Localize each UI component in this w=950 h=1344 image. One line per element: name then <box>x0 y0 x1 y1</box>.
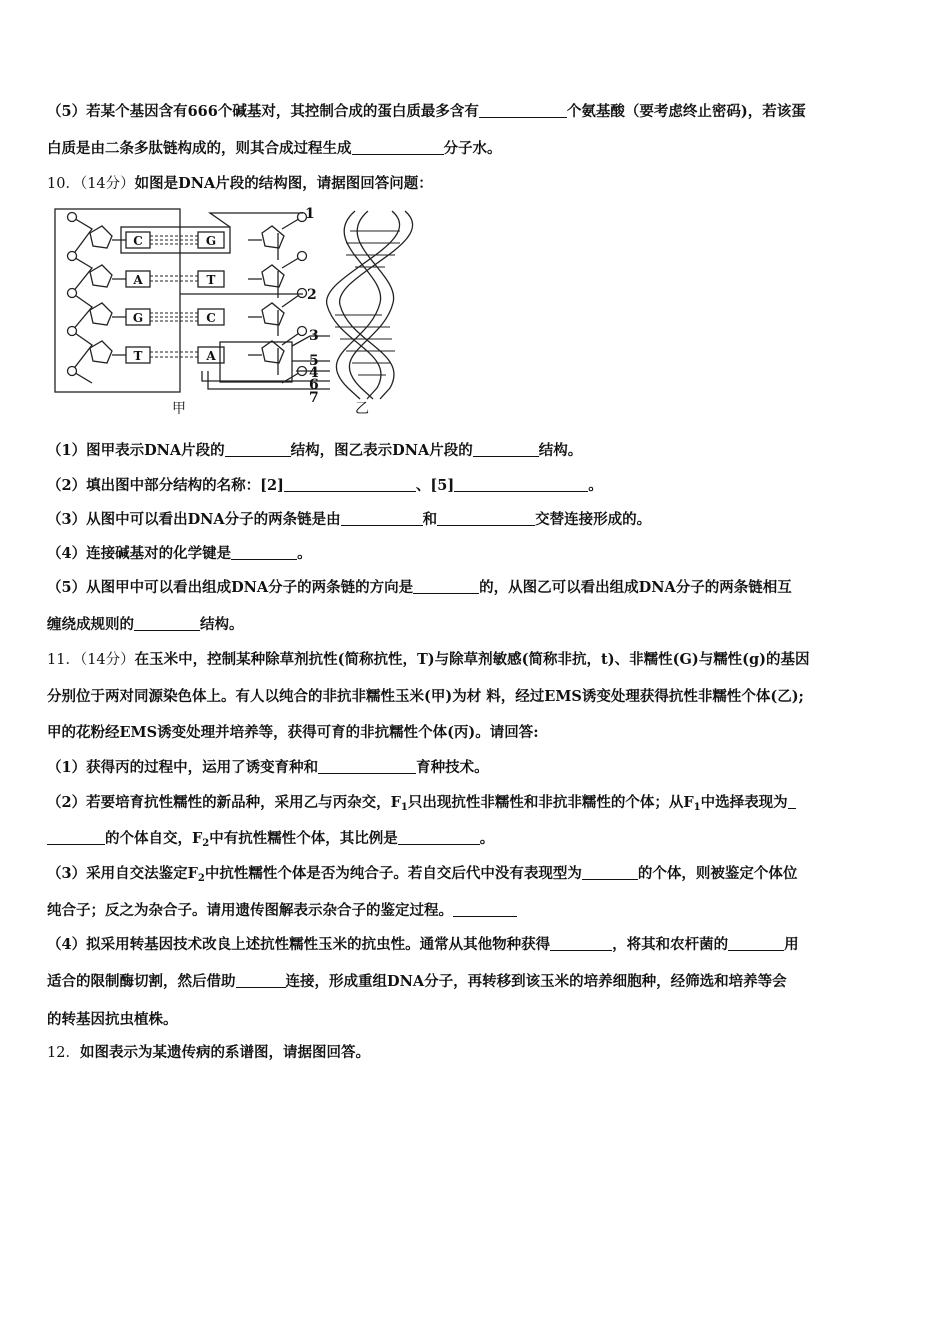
q10-part1-text-b: 结构，图乙表示DNA片段的 <box>290 442 473 459</box>
subscript-1: 1 <box>693 802 701 813</box>
answer-blank[interactable] <box>473 441 539 457</box>
phosphate-circle <box>68 213 77 222</box>
q11-part2-text-a: （2）若要培育抗性糯性的新品种，采用乙与丙杂交，F <box>47 794 401 811</box>
q10-part5-line1 <box>47 578 792 598</box>
base-letter-right: A <box>206 349 216 363</box>
double-helix-icon <box>327 211 413 399</box>
q11-stem-line2 <box>47 687 804 707</box>
label-number-3: 3 <box>309 328 319 344</box>
q10-part1-text-c: 结构。 <box>538 442 583 459</box>
base-letter-left: T <box>133 349 143 363</box>
subscript-2: 2 <box>202 838 210 849</box>
hydrogen-bond <box>150 276 198 281</box>
label-number-1: 1 <box>305 206 315 222</box>
deoxyribose-icon <box>262 303 284 325</box>
label-number-6: 6 <box>309 377 319 393</box>
q10-part4-text-a: （4）连接碱基对的化学键是 <box>47 545 232 562</box>
answer-blank[interactable] <box>550 935 612 951</box>
sugar-base-bond <box>112 240 126 355</box>
q11-part3-text-a: （3）采用自交法鉴定F <box>47 865 198 882</box>
answer-blank[interactable] <box>728 935 784 951</box>
q10-part2-text-a: （2）填出图中部分结构的名称：[2] <box>47 477 284 494</box>
q11-part4-text-d: 适合的限制酶切割，然后借助 <box>47 973 236 990</box>
base-letter-right: G <box>205 234 217 248</box>
question-score: （14分） <box>79 652 135 668</box>
base-letter-right: T <box>206 273 216 287</box>
question-stem: 如图表示为某遗传病的系谱图，请据图回答。 <box>79 1044 370 1061</box>
q10-part3-text-a: （3）从图中可以看出DNA分子的两条链是由 <box>47 511 341 528</box>
left-backbone-line <box>72 217 92 383</box>
q9-part5-text-b: 个氨基酸（要考虑终止密码)，若该蛋 <box>566 103 806 120</box>
q10-stem <box>47 174 433 194</box>
deoxyribose-icon <box>90 226 112 248</box>
sugar-base-bond <box>248 240 262 355</box>
subscript-2: 2 <box>197 873 205 884</box>
deoxyribose-icon <box>90 303 112 325</box>
question-stem: 在玉米中，控制某种除草剂抗性(简称抗性，T)与除草剂敏感(简称非抗，t)、非糯性(G)与糯性(g)的基因 <box>134 651 810 668</box>
q10-part5-text-d: 结构。 <box>200 616 244 633</box>
label-number-5: 5 <box>309 353 319 369</box>
q11-part2-text-b: 只出现抗性非糯性和非抗非糯性的个体；从F <box>407 794 694 811</box>
base-letter-left: C <box>133 234 143 248</box>
q11-part1-text-b: 育种技术。 <box>416 759 489 776</box>
q11-stem-line1 <box>47 650 810 670</box>
q11-part3-text-d: 纯合子；反之为杂合子。请用遗传图解表示杂合子的鉴定过程。 <box>47 902 453 919</box>
q10-part1-text-a: （1）图甲表示DNA片段的 <box>47 442 225 459</box>
q11-part2-text-c: 中选择表现为 <box>700 794 788 811</box>
q11-part3-line1 <box>47 864 797 889</box>
q9-part5-text-c: 白质是由二条多肽链构成的，则其合成过程生成 <box>47 140 352 157</box>
base-letter-right: C <box>206 311 216 325</box>
question-stem: 甲的花粉经EMS诱变处理并培养等，获得可育的非抗糯性个体(丙)。请回答: <box>47 724 539 741</box>
answer-blank[interactable] <box>479 102 567 118</box>
q10-part5-text-c: 缠绕成规则的 <box>47 616 134 633</box>
q11-part4-text-b: ，将其和农杆菌的 <box>612 936 729 953</box>
answer-blank[interactable] <box>231 544 297 560</box>
deoxyribose-icon <box>90 265 112 287</box>
label-number-2: 2 <box>307 287 317 303</box>
q10-part2-text-c: 。 <box>588 477 603 494</box>
q11-part4-text-a: （4）拟采用转基因技术改良上述抗性糯性玉米的抗虫性。通常从其他物种获得 <box>47 936 551 953</box>
answer-blank[interactable] <box>225 441 291 457</box>
q9-part5-text-d: 分子水。 <box>443 140 502 157</box>
q10-part2-text-b: 、[5] <box>415 477 455 494</box>
q11-part4-line3 <box>47 1010 178 1030</box>
answer-blank[interactable] <box>352 139 444 155</box>
q11-part4-text-c: 用 <box>784 936 799 953</box>
label-number-7: 7 <box>309 390 319 406</box>
q10-part3-text-b: 和 <box>422 511 438 528</box>
phosphate-circle <box>68 367 77 376</box>
phosphate-circle <box>68 327 77 336</box>
q10-part3 <box>47 510 651 530</box>
q10-part4 <box>47 544 312 564</box>
q11-part3-text-b: 中抗性糯性个体是否为纯合子。若自交后代中没有表现型为 <box>204 865 582 882</box>
deoxyribose-icon <box>262 341 284 363</box>
q9-part5-line1 <box>47 102 806 122</box>
label-number-4: 4 <box>309 365 319 381</box>
question-number: 11． <box>47 652 80 668</box>
answer-blank[interactable] <box>398 829 480 845</box>
answer-blank[interactable] <box>582 864 638 880</box>
q11-stem-line3 <box>47 723 539 743</box>
hydrogen-bond <box>150 313 198 321</box>
q10-part2 <box>47 476 603 496</box>
subscript-1: 1 <box>400 802 408 813</box>
q11-part3-line2 <box>47 901 517 921</box>
hydrogen-bond <box>150 352 198 357</box>
answer-blank[interactable] <box>284 476 416 492</box>
q11-part4-text-f: 的转基因抗虫植株。 <box>47 1011 178 1028</box>
q11-part2-text-e: 中有抗性糯性个体，其比例是 <box>209 830 398 847</box>
q10-part5-text-a: （5）从图甲中可以看出组成DNA分子的两条链的方向是 <box>47 579 414 596</box>
q11-part2-text-f: 。 <box>479 830 495 847</box>
q11-part1-text-a: （1）获得丙的过程中，运用了诱变育种和 <box>47 759 319 776</box>
answer-blank[interactable] <box>236 972 286 988</box>
q11-part4-line1 <box>47 935 799 955</box>
q11-part4-text-e: 连接，形成重组DNA分子，再转移到该玉米的培养细胞种，经筛选和培养等会 <box>285 973 787 990</box>
base-letter-left: A <box>133 273 143 287</box>
q11-part3-text-c: 的个体，则被鉴定个体位 <box>637 865 798 882</box>
question-score: （14分） <box>79 176 135 192</box>
phosphate-circle <box>298 252 307 261</box>
answer-blank[interactable] <box>341 510 423 526</box>
question-number: 10． <box>47 176 80 192</box>
hydrogen-bond <box>150 236 198 244</box>
q11-part4-line2 <box>47 972 787 992</box>
question-number: 12． <box>47 1045 80 1061</box>
deoxyribose-icon <box>262 265 284 287</box>
q9-part5-text-a: （5）若某个基因含有666个碱基对，其控制合成的蛋白质最多含有 <box>47 103 479 120</box>
answer-blank[interactable] <box>413 578 479 594</box>
q10-part3-text-c: 交替连接形成的。 <box>535 511 652 528</box>
deoxyribose-icon <box>262 226 284 248</box>
phosphate-circle <box>298 289 307 298</box>
answer-blank[interactable] <box>47 829 105 845</box>
phosphate-circle <box>68 252 77 261</box>
q12-stem <box>47 1043 370 1063</box>
q10-part4-text-b: 。 <box>297 545 312 562</box>
answer-blank[interactable] <box>788 793 796 809</box>
q11-part2-line1 <box>47 793 796 818</box>
answer-blank[interactable] <box>454 476 588 492</box>
answer-blank[interactable] <box>134 615 200 631</box>
q9-part5-line2 <box>47 139 502 159</box>
q11-part2-text-d: 的个体自交，F <box>105 830 203 847</box>
q10-part1 <box>47 441 582 461</box>
q10-part5-line2 <box>47 615 244 635</box>
q11-part2-line2 <box>47 829 494 854</box>
q11-part1 <box>47 758 489 778</box>
phosphate-circle <box>298 327 307 336</box>
figure-label-yi: 乙 <box>355 401 369 417</box>
deoxyribose-icon <box>90 341 112 363</box>
dna-structure-figure <box>50 203 420 423</box>
question-stem: 分别位于两对同源染色体上。有人以纯合的非抗非糯性玉米(甲)为材 料，经过EMS诱变处理获得抗性非糯性个体(乙); <box>47 688 804 705</box>
answer-blank[interactable] <box>437 510 535 526</box>
figure-label-jia: 甲 <box>172 401 186 417</box>
q10-part5-text-b: 的，从图乙可以看出组成DNA分子的两条链相互 <box>479 579 792 596</box>
question-stem: 如图是DNA片段的结构图，请据图回答问题： <box>134 175 433 192</box>
answer-blank[interactable] <box>453 901 517 917</box>
answer-blank[interactable] <box>318 758 416 774</box>
base-letter-left: G <box>132 311 144 325</box>
phosphate-circle <box>68 289 77 298</box>
